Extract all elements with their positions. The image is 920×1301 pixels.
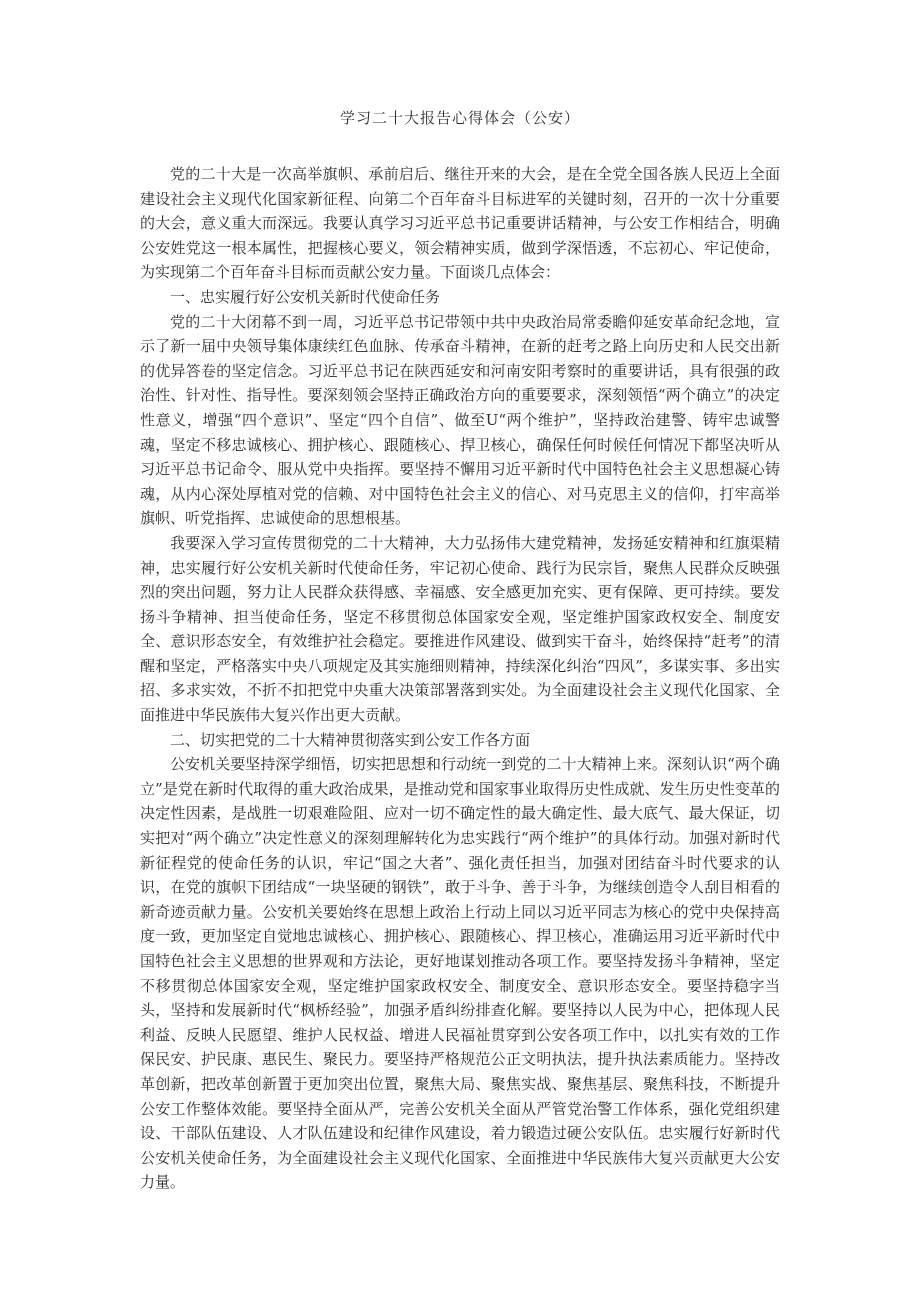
paragraph-section1-b: 我要深入学习宣传贯彻党的二十大精神，大力弘扬伟大建党精神，发扬延安精神和红旗渠精神，忠实履行好公安机关新时代使命任务，牢记初心使命、践行为民宗旨，聚焦人民群众反映强烈的突出问题，努力让人民群众获得感、幸福感、安全感更加充实、更有保障、更可持续。要发扬斗争精神、担当使命任务，坚定不移贯彻总体国家安全观，坚定维护国家政权安全、制度安全、意识形态安全，有效维护社会稳定。要推进作风建设、做到实干奋斗，始终保持“赶考”的清醒和坚定，严格落实中央八项规定及其实施细则精神，持续深化纠治“四风”，多谋实事、多出实招、多求实效，不折不扣把党中央重大决策部署落到实处。为全面建设社会主义现代化国家、全面推进中华民族伟大复兴作出更大贡献。 <box>140 533 780 725</box>
section-heading-1: 一、忠实履行好公安机关新时代使命任务 <box>170 287 441 306</box>
paragraph-section1-a: 党的二十大闭幕不到一周，习近平总书记带领中共中央政治局常委瞻仰延安革命纪念地，宣示了新一届中央领导集体康续红色血脉、传承奋斗精神，在新的赶考之路上向历史和人民交出新的优异答卷的坚定信念。习近平总书记在陕西延安和河南安阳考察时的重要讲话，具有很强的政治性、针对性、指导性。要深刻领会坚持正确政治方向的重要要求，深刻领悟“两个确立”的决定性意义，增强“四个意识”、坚定“四个自信”、做至U“两个维护”，坚持政治建警、铸牢忠诚警魂，坚定不移忠诚核心、拥护核心、跟随核心、捍卫核心，确保任何时候任何情况下都坚决听从习近平总书记命令、服从党中央指挥。要坚持不懈用习近平新时代中国特色社会主义思想凝心铸魂，从内心深处厚植对党的信赖、对中国特色社会主义的信心、对马克思主义的信仰，打牢高举旗帜、听党指挥、忠诚使命的思想根基。 <box>140 312 780 528</box>
paragraph-section2: 公安机关要坚持深学细悟，切实把思想和行动统一到党的二十大精神上来。深刻认识“两个确立”是党在新时代取得的重大政治成果，是推动党和国家事业取得历史性成就、发生历史性变革的决定性因素，是战胜一切艰难险阻、应对一切不确定性的最大确定性、最大底气、最大保证，切实把对“两个确立”决定性意义的深刻理解转化为忠实践行“两个维护”的具体行动。加强对新时代新征程党的使命任务的认识，牢记“国之大者”、强化责任担当，加强对团结奋斗时代要求的认识，在党的旗帜下团结成“一块坚硬的钢铁”，敢于斗争、善于斗争，为继续创造令人刮目相看的新奇迹贡献力量。公安机关要始终在思想上政治上行动上同以习近平同志为核心的党中央保持高度一致，更加坚定自觉地忠诚核心、拥护核心、跟随核心、捍卫核心，准确运用习近平新时代中国特色社会主义思想的世界观和方法论，更好地谋划推动各项工作。要坚持发扬斗争精神，坚定不移贯彻总体国家安全观，坚定维护国家政权安全、制度安全、意识形态安全。要坚持稳字当头，坚持和发展新时代“枫桥经验”，加强矛盾纠纷排查化解。要坚持以人民为中心，把体现人民利益、反映人民愿望、维护人民权益、增进人民福祉贯穿到公安各项工作中，以扎实有效的工作保民安、护民康、惠民生、聚民力。要坚持严格规范公正文明执法，提升执法素质能力。坚持改革创新，把改革创新置于更加突出位置，聚焦大局、聚焦实战、聚焦基层、聚焦科技，不断提升公安工作整体效能。要坚持全面从严，完善公安机关全面从严管党治警工作体系，强化党组织建设、干部队伍建设、人才队伍建设和纪律作风建设，着力锻造过硬公安队伍。忠实履行好新时代公安机关使命任务，为全面建设社会主义现代化国家、全面推进中华民族伟大复兴贡献更大公安力量。 <box>140 755 780 1192</box>
paragraph-intro: 党的二十大是一次高举旗帜、承前启后、继往开来的大会，是在全党全国各族人民迈上全面建设社会主义现代化国家新征程、向第二个百年奋斗目标进军的关键时刻，召开的一次十分重要的大会，意义重大而深远。我要认真学习习近平总书记重要讲话精神，与公安工作相结合，明确公安姓党这一根本属性，把握核心要义，领会精神实质，做到学深悟透，不忘初心、牢记使命，为实现第二个百年奋斗目标而贡献公安力量。下面谈几点体会： <box>140 165 780 282</box>
section-heading-2: 二、切实把党的二十大精神贯彻落实到公安工作各方面 <box>170 730 531 749</box>
document-title: 学习二十大报告心得体会（公安） <box>339 109 580 127</box>
document-page <box>140 100 780 1195</box>
